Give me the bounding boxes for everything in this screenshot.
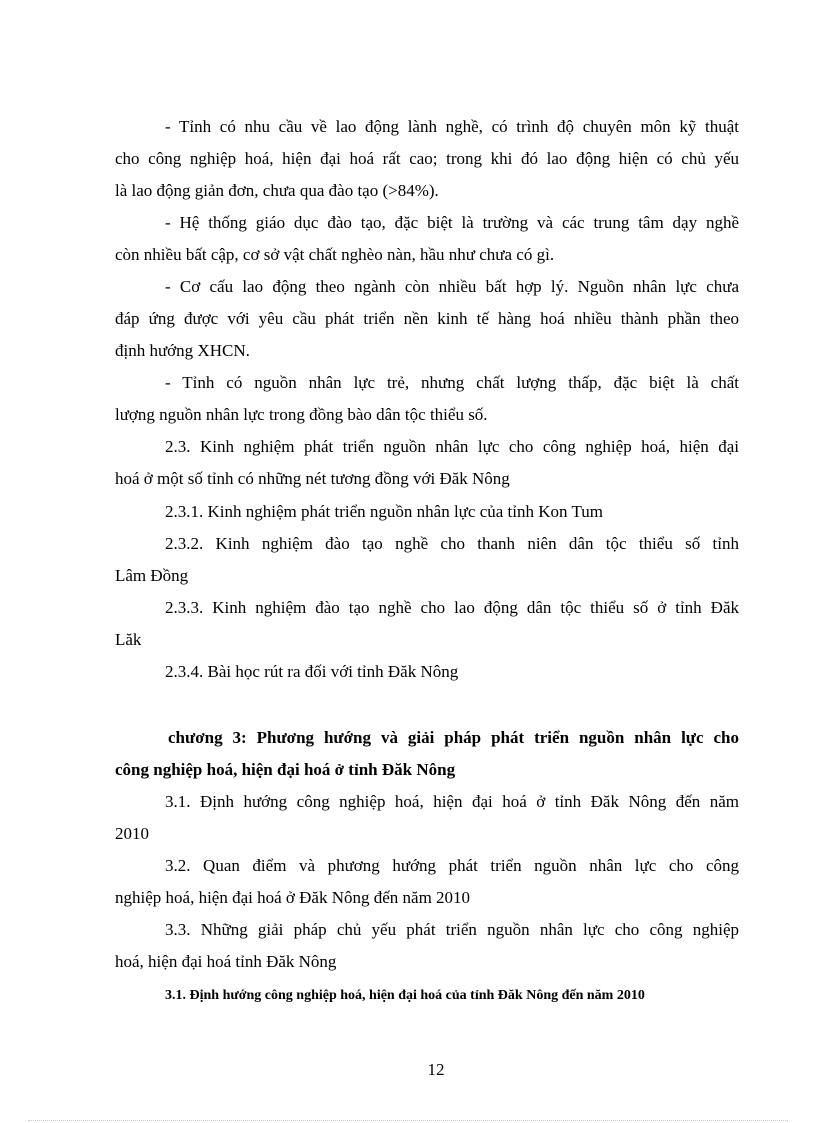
section-heading: 2010 [115,824,149,843]
subsection-heading: Lâm Đồng [115,566,189,585]
section-heading: nghiệp hoá, hiện đại hoá ở Đăk Nông đến năm 2010 [115,888,471,907]
subsection-heading: Lăk [115,630,142,649]
paragraph-line: - Hệ thống giáo dục đào tạo, đặc biệt là trường và các trung tâm dạy nghề [165,213,739,232]
subsection-heading: 2.3.1. Kinh nghiệm phát triển nguồn nhân lực của tỉnh Kon Tum [165,502,603,521]
section-heading: 2.3. Kinh nghiệm phát triển nguồn nhân lực cho công nghiệp hoá, hiện đại [165,437,739,456]
section-heading: hoá, hiện đại hoá tỉnh Đăk Nông [115,952,337,971]
paragraph-line: đáp ứng được với yêu cầu phát triển nền kinh tế hàng hoá nhiều thành phần theo [115,309,739,328]
paragraph-line: - Tỉnh có nguồn nhân lực trẻ, nhưng chất lượng thấp, đặc biệt là chất [165,373,739,392]
chapter-heading: công nghiệp hoá, hiện đại hoá ở tỉnh Đăk Nông [115,760,456,779]
paragraph-line: là lao động giản đơn, chưa qua đào tạo (>84%). [115,181,439,200]
paragraph-line: lượng nguồn nhân lực trong đồng bào dân tộc thiểu số. [115,405,488,424]
paragraph-line: - Tỉnh có nhu cầu về lao động lành nghề, có trình độ chuyên môn kỹ thuật [165,117,739,136]
section-heading: 3.3. Những giải pháp chủ yếu phát triển nguồn nhân lực cho công nghiệp [165,920,739,939]
paragraph-line: còn nhiều bất cập, cơ sở vật chất nghèo nàn, hầu như chưa có gì. [115,245,555,264]
paragraph-line: cho công nghiệp hoá, hiện đại hoá rất cao; trong khi đó lao động hiện có chủ yếu [115,149,739,168]
paragraph-line: định hướng XHCN. [115,341,250,360]
section-heading: hoá ở một số tỉnh có những nét tương đồng với Đăk Nông [115,469,510,488]
paragraph-line: - Cơ cấu lao động theo ngành còn nhiều bất hợp lý. Nguồn nhân lực chưa [165,277,739,296]
subsection-heading: 2.3.4. Bài học rút ra đối với tỉnh Đăk Nông [165,662,459,681]
subsection-heading: 2.3.3. Kinh nghiệm đào tạo nghề cho lao động dân tộc thiểu số ở tỉnh Đăk [165,598,739,617]
page-bottom-rule [28,1120,788,1121]
section-heading-bold: 3.1. Định hướng công nghiệp hoá, hiện đại hoá của tỉnh Đăk Nông đến năm 2010 [165,988,645,1003]
subsection-heading: 2.3.2. Kinh nghiệm đào tạo nghề cho thanh niên dân tộc thiểu số tỉnh [165,534,739,553]
section-heading: 3.2. Quan điểm và phương hướng phát triển nguồn nhân lực cho công [165,856,739,875]
chapter-heading: chương 3: Phương hướng và giải pháp phát triển nguồn nhân lực cho [168,728,739,747]
page-number: 12 [427,1060,445,1079]
section-heading: 3.1. Định hướng công nghiệp hoá, hiện đại hoá ở tỉnh Đăk Nông đến năm [165,792,739,811]
